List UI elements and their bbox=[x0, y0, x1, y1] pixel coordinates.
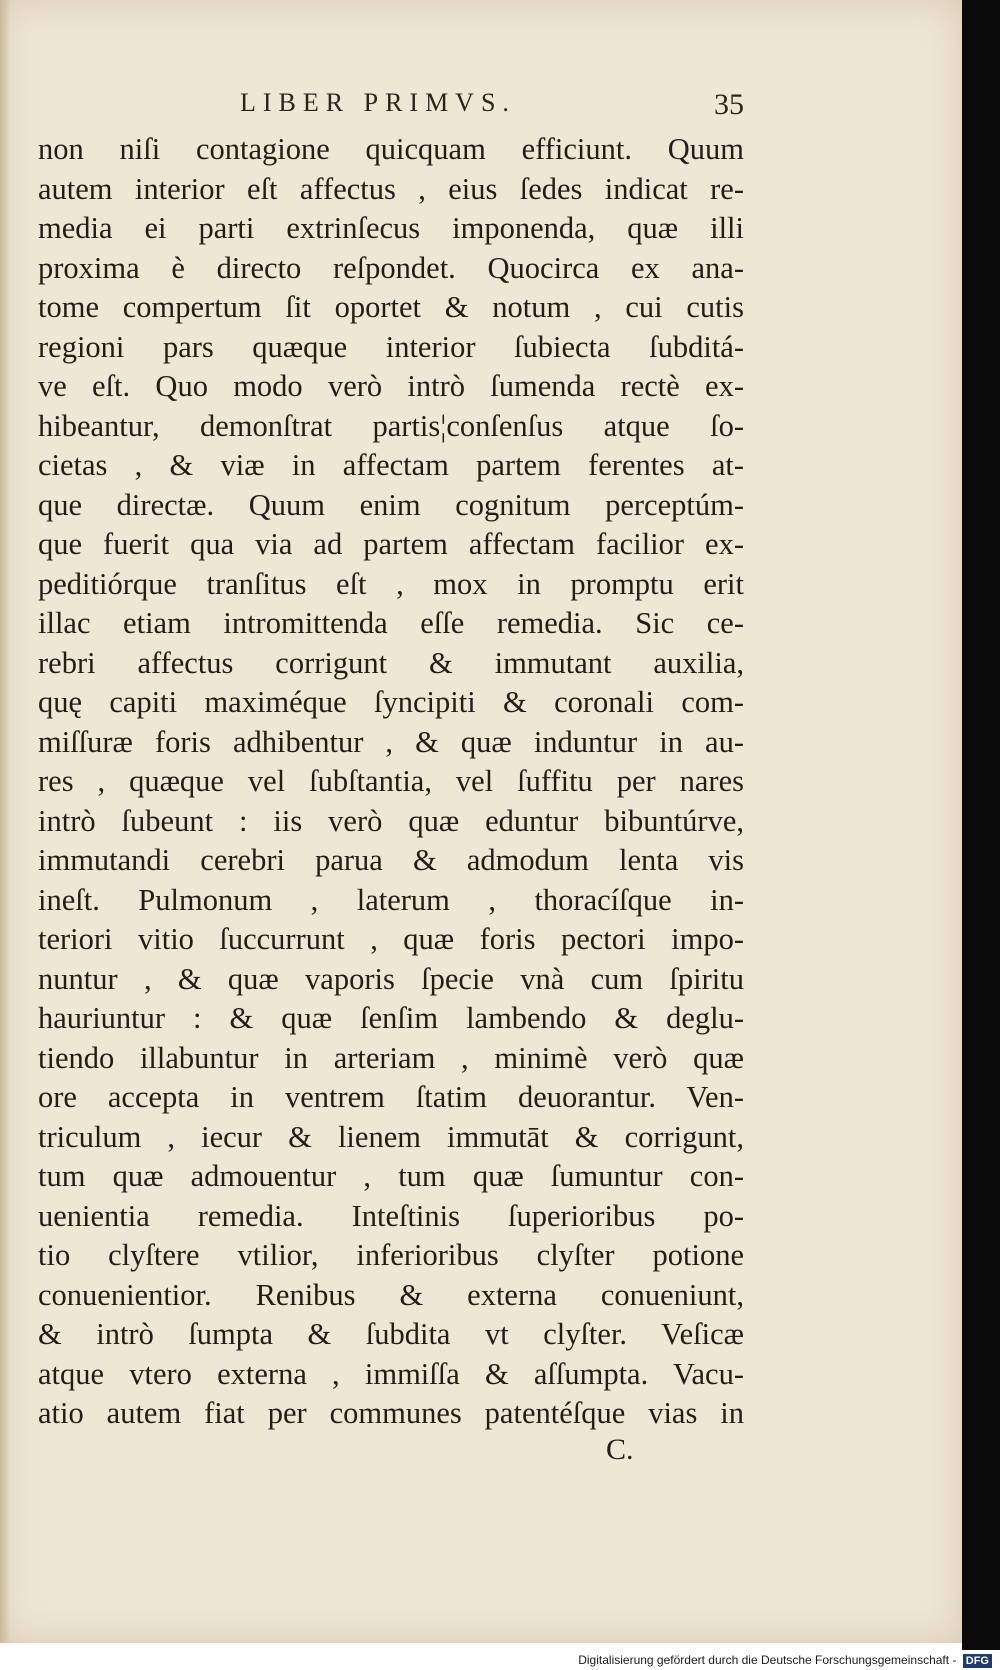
catchword: C. bbox=[606, 1433, 634, 1466]
text-line: tiendo illabuntur in arteriam , minimè verò quæ bbox=[38, 1040, 744, 1075]
scan-frame-edge bbox=[962, 0, 1000, 1650]
text-line: atque vtero externa , immiſſa & aſſumpta. Vacu- bbox=[38, 1356, 744, 1391]
text-line: hibeantur, demonſtrat partis¦conſenſus atque ſo- bbox=[38, 408, 744, 443]
page-number: 35 bbox=[714, 88, 744, 121]
text-line: triculum , iecur & lienem immutāt & corrigunt, bbox=[38, 1119, 744, 1154]
dfg-logo: DFG bbox=[963, 1654, 992, 1668]
body-text bbox=[38, 130, 744, 1434]
text-line: illac etiam intromittenda eſſe remedia. Sic ce- bbox=[38, 606, 744, 640]
text-line: & intrò ſumpta & ſubdita vt clyſter. Veſicæ bbox=[38, 1317, 744, 1351]
text-line: nuntur , & quæ vaporis ſpecie vnà cum ſpiritu bbox=[38, 961, 744, 996]
text-line: quę capiti maximéque ſyncipiti & coronali com- bbox=[38, 685, 744, 719]
text-line: proxima è directo reſpondet. Quocirca ex ana- bbox=[38, 250, 744, 285]
text-line: media ei parti extrinſecus imponenda, quæ illi bbox=[38, 211, 744, 245]
text-line: intrò ſubeunt : iis verò quæ eduntur bibuntúrve, bbox=[38, 803, 744, 838]
text-line: cietas , & viæ in affectam partem ferentes at- bbox=[38, 448, 744, 482]
text-line: que fuerit qua via ad partem affectam facilior ex- bbox=[38, 527, 744, 561]
page-gutter-shadow bbox=[0, 0, 10, 1643]
text-line: tome compertum ſit oportet & notum , cui cutis bbox=[38, 290, 744, 324]
text-line: uenientia remedia. Inteſtinis ſuperioribus po- bbox=[38, 1198, 744, 1233]
text-line: teriori vitio ſuccurrunt , quæ foris pectori impo- bbox=[38, 922, 744, 956]
text-line: ve eſt. Quo modo verò intrò ſumenda rectè ex- bbox=[38, 369, 744, 403]
text-line: rebri affectus corrigunt & immutant auxilia, bbox=[38, 645, 744, 680]
text-line: ineſt. Pulmonum , laterum , thoracíſque in- bbox=[38, 882, 744, 917]
text-line: tio clyſtere vtilior, inferioribus clyſter potione bbox=[38, 1238, 744, 1272]
text-line: res , quæque vel ſubſtantia, vel ſuffitu per nares bbox=[38, 764, 744, 798]
text-line: immutandi cerebri parua & admodum lenta vis bbox=[38, 843, 744, 877]
text-line: non niſi contagione quicquam efficiunt. Quum bbox=[38, 132, 744, 166]
text-line: miſſuræ foris adhibentur , & quæ induntur in au- bbox=[38, 724, 744, 759]
text-line: tum quæ admouentur , tum quæ ſumuntur con- bbox=[38, 1159, 744, 1193]
text-line: atio autem fiat per communes patentéſque vias in bbox=[38, 1396, 744, 1430]
text-line: conuenientior. Renibus & externa conueniunt, bbox=[38, 1277, 744, 1312]
digitization-credit bbox=[578, 1650, 992, 1670]
text-line: hauriuntur : & quæ ſenſim lambendo & deglu- bbox=[38, 1001, 744, 1035]
text-line: que directæ. Quum enim cognitum perceptúm- bbox=[38, 487, 744, 522]
text-line: autem interior eſt affectus , eius ſedes indicat re- bbox=[38, 171, 744, 206]
credit-text: Digitalisierung gefördert durch die Deutsche Forschungsgemeinschaft - bbox=[578, 1653, 957, 1667]
text-line: peditiórque tranſitus eſt , mox in promptu erit bbox=[38, 566, 744, 601]
running-head: LIBER PRIMVS. bbox=[240, 88, 516, 117]
text-line: regioni pars quæque interior ſubiecta ſubditá- bbox=[38, 329, 744, 364]
text-line: ore accepta in ventrem ſtatim deuorantur. Ven- bbox=[38, 1080, 744, 1114]
